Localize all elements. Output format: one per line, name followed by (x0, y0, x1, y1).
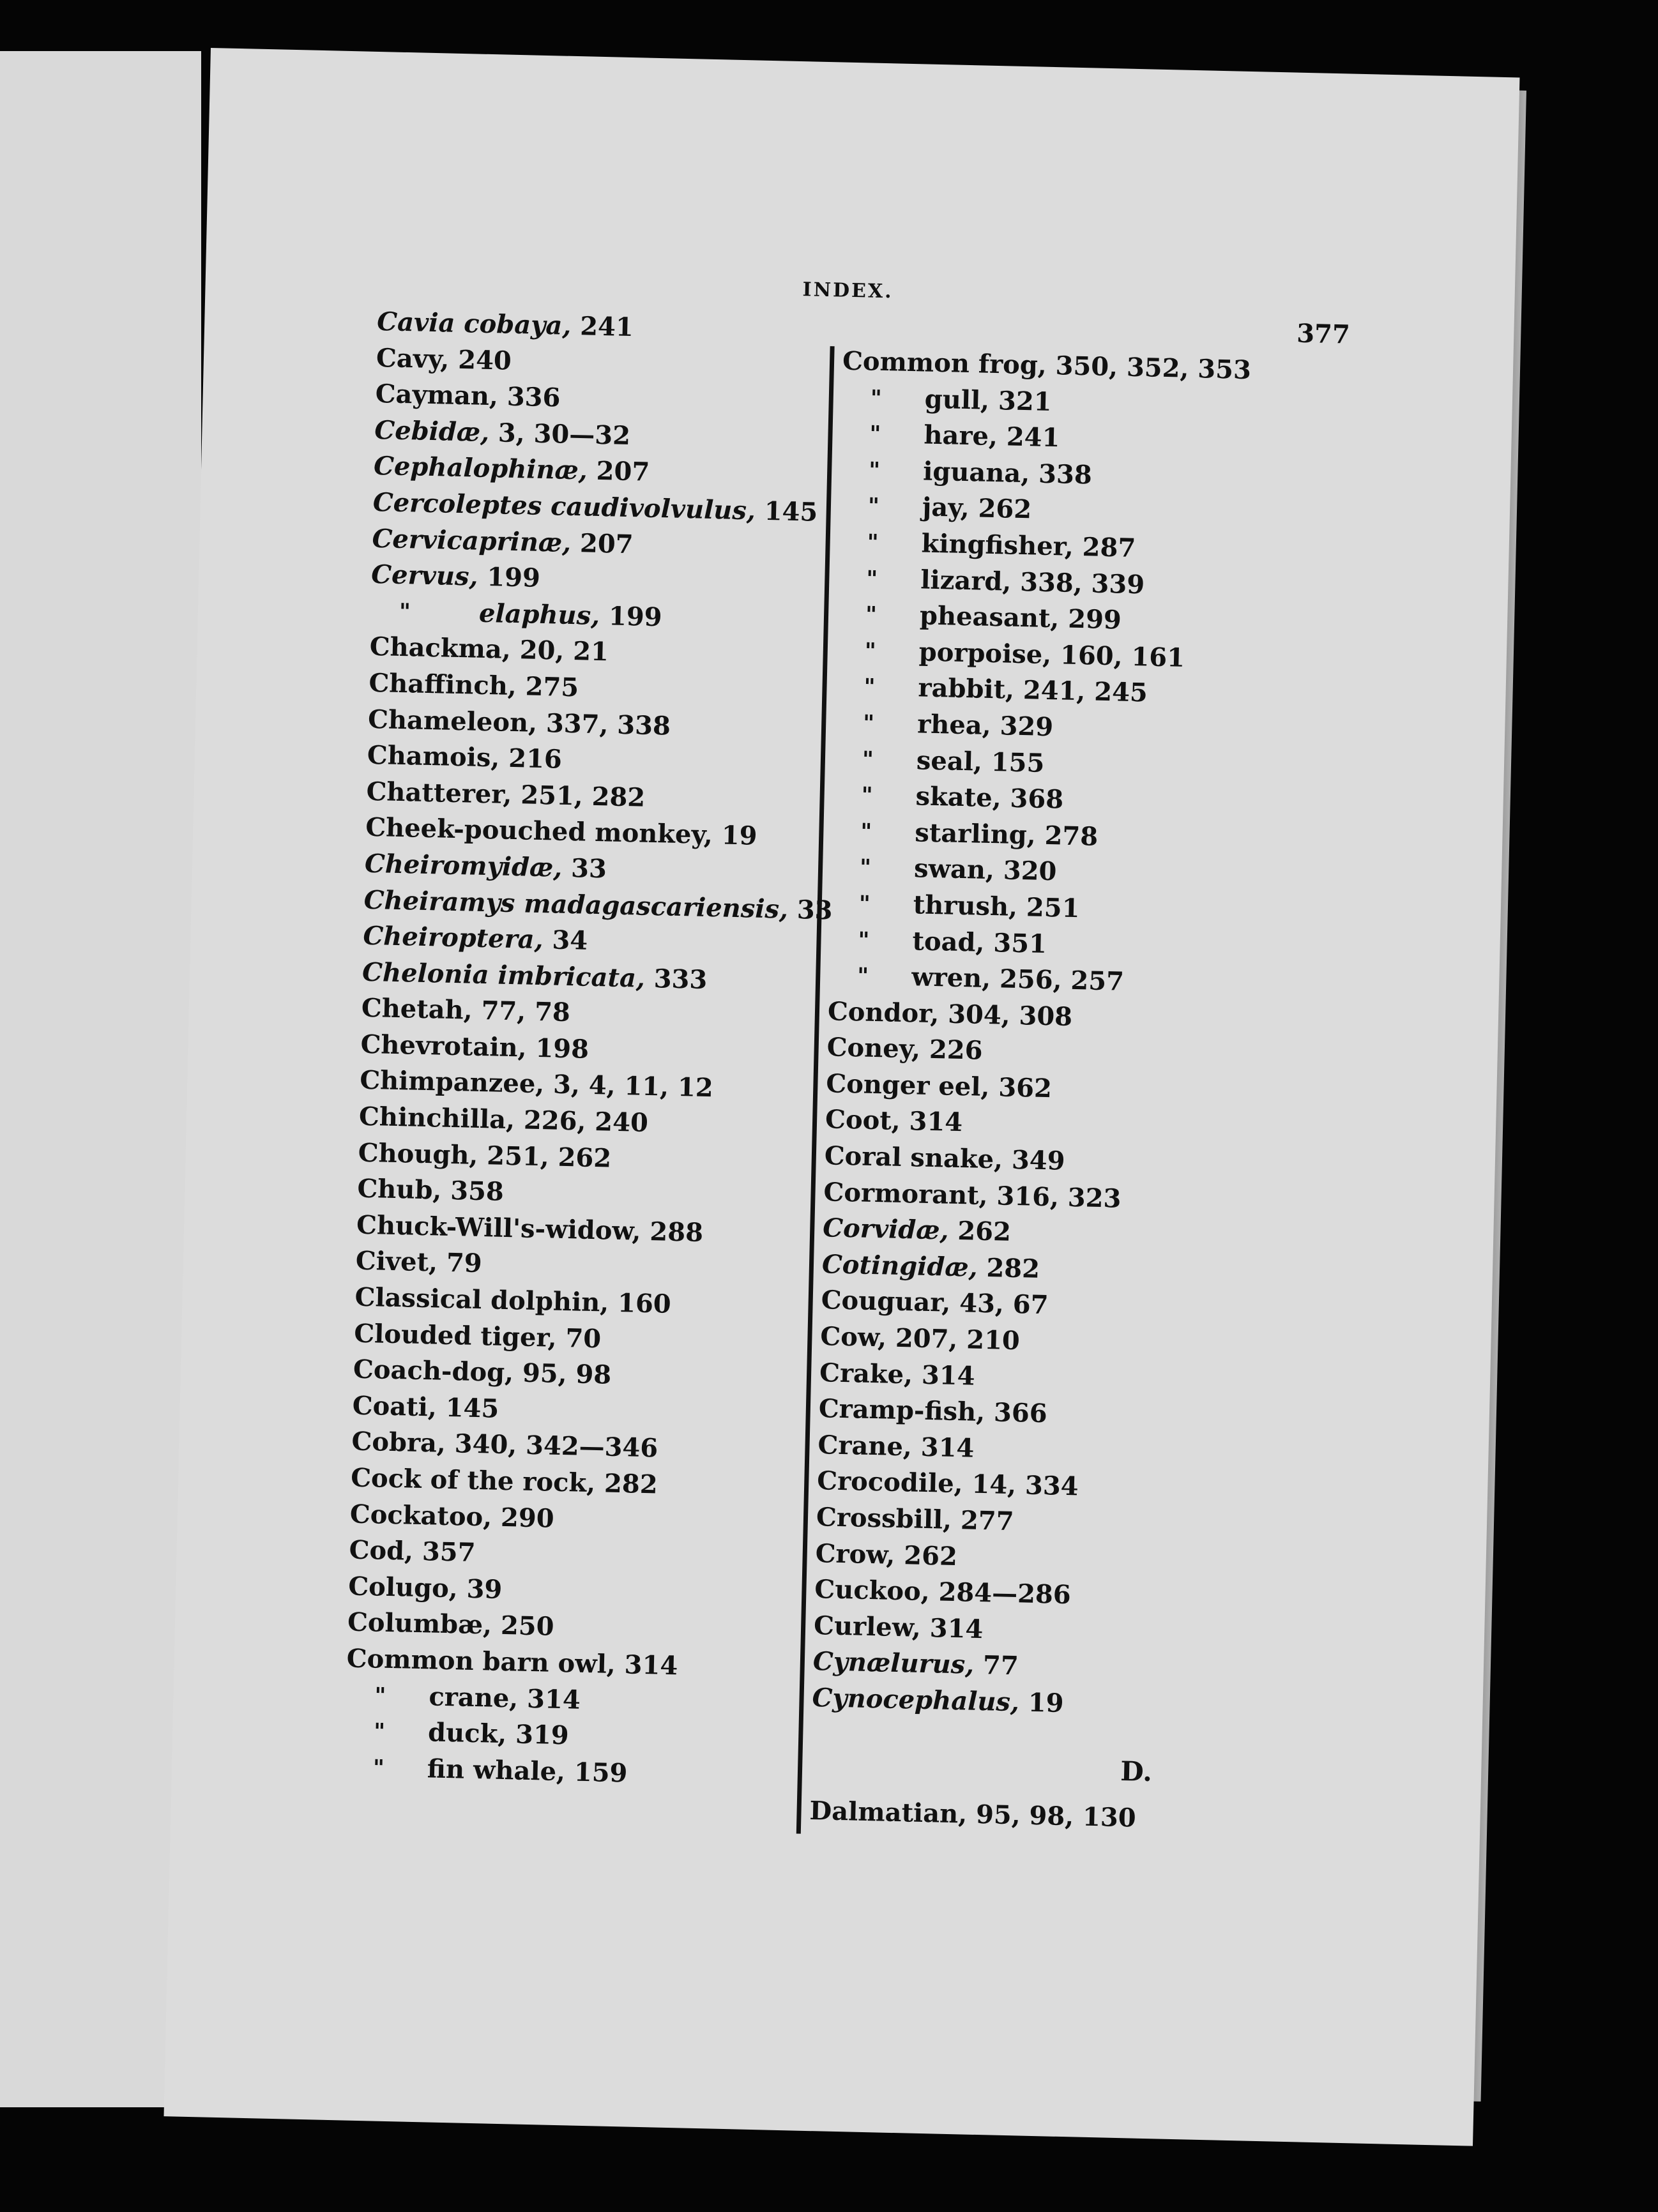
index-term: Coati, (352, 1390, 437, 1423)
index-term: Common barn owl, (346, 1643, 616, 1679)
page-references: 19 (1028, 1687, 1065, 1718)
ditto-mark: " (862, 746, 874, 773)
index-term: Crake, (819, 1357, 913, 1390)
index-term: Crow, (815, 1538, 895, 1570)
page-references: 19 (721, 820, 757, 852)
page-references: 282 (985, 1252, 1040, 1284)
page-references: 338 (1038, 458, 1093, 490)
index-term: Chub, (356, 1173, 442, 1206)
page-number: 377 (1296, 318, 1351, 350)
index-term: Chaffinch, (368, 667, 517, 702)
index-term: Coot, (825, 1104, 901, 1137)
index-term: Dalmatian, (809, 1795, 968, 1829)
page-references: 304, 308 (947, 999, 1073, 1032)
page-references: 199 (608, 601, 663, 633)
page-references: 251, 262 (486, 1140, 612, 1174)
index-term: hare, (924, 420, 998, 452)
index-term: Cebidæ, (374, 414, 490, 448)
index-term: Coach-dog, (353, 1354, 514, 1388)
ditto-mark: " (862, 710, 875, 736)
page-references: 3, 30—32 (498, 418, 631, 451)
ditto-mark: " (865, 566, 878, 592)
page-references: 262 (957, 1216, 1012, 1248)
page-references: 314 (909, 1106, 963, 1138)
page-references: 70 (565, 1322, 602, 1354)
page-references: 216 (508, 743, 563, 775)
index-term: Cheiromyidæ, (364, 848, 563, 883)
index-term: Cod, (349, 1534, 414, 1566)
page-references: 278 (1044, 820, 1099, 852)
page-references: 277 (960, 1505, 1015, 1537)
index-term: jay, (922, 492, 970, 524)
index-term: Cayman, (375, 379, 499, 412)
index-term: Curlew, (813, 1610, 922, 1643)
index-page (164, 48, 1519, 2146)
page-references: 226, 240 (523, 1105, 649, 1139)
page-references: 256, 257 (999, 964, 1125, 997)
ditto-mark: " (865, 602, 878, 628)
page-references: 14, 334 (971, 1469, 1079, 1502)
index-term: elaphus, (478, 598, 600, 631)
page-references: 160, 161 (1060, 640, 1185, 673)
page-references: 159 (574, 1757, 628, 1789)
ditto-mark: " (372, 1755, 385, 1781)
index-term: Corvidæ, (822, 1213, 949, 1246)
index-term: Cormorant, (823, 1176, 989, 1211)
page-references: 349 (1011, 1144, 1066, 1176)
page-references: 20, 21 (519, 635, 609, 667)
ditto-mark: " (869, 421, 881, 448)
index-term: fin whale, (427, 1754, 566, 1787)
index-term: lizard, (920, 564, 1012, 597)
page-references: 320 (1003, 855, 1057, 887)
ditto-mark: " (861, 782, 873, 808)
page-references: 251, 282 (520, 780, 646, 813)
page-references: 314 (921, 1360, 976, 1391)
page-references: 241 (579, 311, 634, 343)
index-term: Cock of the rock, (350, 1462, 596, 1499)
index-term: Crane, (818, 1429, 913, 1462)
index-term: Crossbill, (816, 1502, 952, 1535)
index-term: Chinchilla, (358, 1101, 515, 1135)
ditto-mark: " (858, 927, 870, 953)
page-references: 288 (649, 1216, 704, 1248)
page-references: 316, 323 (996, 1181, 1122, 1214)
page-references: 3, 4, 11, 12 (552, 1070, 714, 1103)
page-references: 262 (903, 1540, 958, 1572)
index-term: Clouded tiger, (353, 1318, 558, 1353)
index-column-right (809, 344, 1354, 1841)
index-term: iguana, (922, 456, 1030, 489)
ditto-mark: " (860, 819, 872, 845)
ditto-mark: " (856, 963, 869, 989)
page-references: 366 (993, 1397, 1048, 1429)
index-term: Cobra, (351, 1426, 446, 1459)
running-header: INDEX. (802, 278, 894, 303)
index-term: Condor, (827, 996, 939, 1029)
page-references: 319 (515, 1719, 570, 1751)
index-term: starling, (914, 817, 1037, 851)
index-term: Conger eel, (825, 1068, 990, 1102)
index-term: Chuck-Will's-widow, (356, 1209, 642, 1246)
page-references: 43, 67 (959, 1288, 1049, 1321)
page-references: 95, 98, 130 (975, 1799, 1137, 1833)
index-term: Cavy, (376, 342, 450, 375)
index-term: Chackma, (369, 632, 512, 665)
index-term: Cheiramys madagascariensis, (363, 884, 789, 925)
page-references: 337, 338 (545, 708, 671, 741)
page-references: 199 (486, 562, 541, 594)
page-references: 33 (796, 894, 833, 925)
ditto-mark: " (859, 854, 872, 881)
page-references: 368 (1010, 783, 1064, 815)
ditto-mark: " (858, 891, 871, 917)
page-references: 155 (991, 746, 1045, 778)
page-references: 250 (500, 1610, 555, 1642)
index-term: Chimpanzee, (359, 1065, 545, 1100)
index-term: toad, (912, 925, 985, 958)
page-references: 95, 98 (522, 1358, 612, 1390)
index-term: Civet, (355, 1246, 438, 1278)
page-references: 241, 245 (1023, 675, 1148, 708)
index-term: swan, (913, 853, 995, 886)
page-references: 34 (551, 925, 588, 956)
index-term: Common frog, (842, 345, 1047, 381)
page-references: 314 (929, 1612, 984, 1644)
index-term: kingfisher, (921, 528, 1074, 562)
page-references: 262 (978, 493, 1032, 525)
page-references: 357 (422, 1536, 476, 1568)
index-term: Chevrotain, (360, 1029, 528, 1063)
index-term: Cephalophinæ, (373, 451, 588, 486)
page-references: 207 (596, 456, 650, 488)
index-term: Cheek-pouched monkey, (365, 812, 713, 851)
page-references: 340, 342—346 (454, 1428, 658, 1464)
page-references: 145 (445, 1392, 499, 1424)
index-term: Cynælurus, (812, 1646, 975, 1681)
page-references: 198 (535, 1033, 589, 1064)
page-references: 333 (653, 963, 708, 995)
page-references: 282 (604, 1468, 658, 1500)
page-references: 314 (624, 1649, 678, 1681)
page-references: 351 (993, 927, 1047, 959)
page-references: 284—286 (938, 1577, 1072, 1610)
index-term: Cuckoo, (814, 1574, 931, 1607)
ditto-mark: " (399, 598, 411, 625)
page-references: 251 (1026, 892, 1080, 924)
index-term: seal, (916, 745, 983, 777)
index-term: Cervicaprinæ, (372, 523, 572, 558)
index-term: rabbit, (918, 672, 1015, 706)
ditto-mark: " (373, 1718, 386, 1745)
index-term: Chatterer, (366, 776, 512, 810)
index-term: pheasant, (919, 600, 1060, 634)
index-term: Chamois, (367, 739, 500, 773)
index-term: porpoise, (918, 637, 1052, 670)
ditto-mark: " (863, 674, 876, 701)
index-term: rhea, (916, 709, 992, 741)
page-references: 290 (500, 1502, 555, 1534)
index-term: crane, (428, 1681, 519, 1714)
index-term: Couguar, (821, 1285, 951, 1319)
ditto-mark: " (867, 493, 880, 520)
page-references: 358 (450, 1176, 505, 1208)
index-term: Chelonia imbricata, (361, 957, 646, 994)
page-references: 77, 78 (481, 996, 571, 1028)
index-term: Cramp-fish, (818, 1393, 985, 1428)
index-term: Cockatoo, (349, 1499, 492, 1533)
page-references: 362 (998, 1072, 1053, 1104)
index-term: Cercoleptes caudivolvulus, (372, 487, 756, 526)
index-term: duck, (427, 1717, 507, 1750)
index-term: Cavia cobaya, (376, 307, 572, 341)
index-term: Crocodile, (816, 1466, 964, 1499)
ditto-mark: " (374, 1683, 386, 1709)
page-references: 79 (446, 1248, 483, 1279)
index-term: Classical dolphin, (354, 1282, 609, 1318)
index-term: Cheiroptera, (362, 920, 544, 955)
page-references: 287 (1082, 532, 1136, 564)
page-references: 336 (506, 381, 561, 413)
page-references: 329 (1000, 711, 1054, 743)
index-term: wren, (911, 962, 991, 994)
index-term: Colugo, (347, 1571, 459, 1604)
index-term: thrush, (913, 890, 1018, 922)
page-references: 33 (570, 853, 607, 884)
page-references: 240 (457, 344, 512, 376)
page-references: 299 (1067, 603, 1122, 635)
page-references: 338, 339 (1019, 566, 1145, 600)
page-references: 241 (1006, 421, 1060, 453)
ditto-mark: " (868, 457, 881, 483)
page-references: 226 (929, 1034, 984, 1066)
index-term: Cervus, (370, 559, 478, 592)
page-references: 314 (526, 1683, 581, 1715)
index-term: Cow, (819, 1321, 887, 1353)
page-references: 321 (998, 385, 1053, 417)
index-term: gull, (924, 384, 990, 416)
ditto-mark: " (870, 385, 882, 411)
page-references: 207 (579, 527, 634, 559)
ditto-mark: " (864, 638, 877, 664)
index-term: Chetah, (361, 993, 473, 1026)
index-term: Coral snake, (824, 1140, 1003, 1175)
page-references: 314 (920, 1432, 975, 1464)
page-references: 145 (764, 496, 818, 527)
page-references: 39 (466, 1573, 503, 1605)
page-references: 160 (617, 1287, 672, 1319)
index-term: skate, (915, 781, 1002, 814)
index-term: Columbæ, (347, 1607, 492, 1640)
page-references: 77 (982, 1650, 1019, 1681)
page-references: 350, 352, 353 (1055, 351, 1252, 386)
page-references: 275 (525, 671, 579, 703)
index-term: Coney, (826, 1032, 921, 1064)
index-term: Cynocephalus, (812, 1683, 1020, 1718)
ditto-mark: " (867, 529, 879, 556)
page-references: 207, 210 (895, 1322, 1021, 1356)
index-term: Chameleon, (367, 704, 538, 738)
section-letter-d: D. (1120, 1755, 1153, 1787)
index-term: Cotingidæ, (821, 1249, 978, 1283)
index-term: Chough, (358, 1137, 478, 1170)
